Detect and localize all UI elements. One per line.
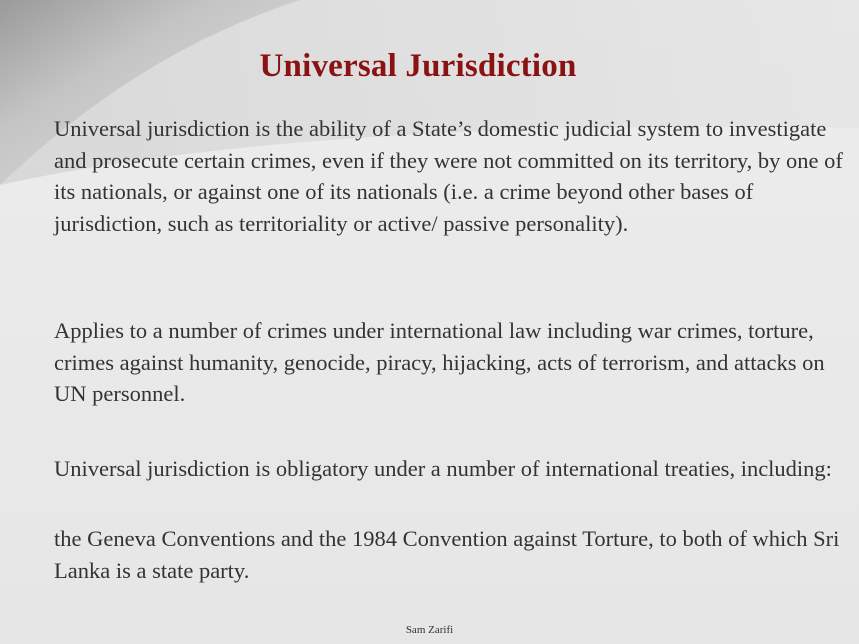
paragraph-treaties: Universal jurisdiction is obligatory under a number of international treaties, including: [54,456,832,481]
paragraph-conventions: the Geneva Conventions and the 1984 Convention against Torture, to both of which Sri Lanka is a state party. [54,526,840,583]
paragraph-definition: Universal jurisdiction is the ability of a State’s domestic judicial system to investigate and prosecute certain crimes, even if they were not committed on its territory, by one of its nationals, or against one of its nationals (i.e. a crime beyond other bases of jurisdiction, such as territoriality or active/ passive personality). [54,116,843,236]
slide-title: Universal Jurisdiction [259,48,577,84]
paragraph-crimes: Applies to a number of crimes under international law including war crimes, torture, crimes against humanity, genocide, piracy, hijacking, acts of terrorism, and attacks on UN personnel. [54,318,825,406]
footer-author: Sam Zarifi [405,624,454,636]
